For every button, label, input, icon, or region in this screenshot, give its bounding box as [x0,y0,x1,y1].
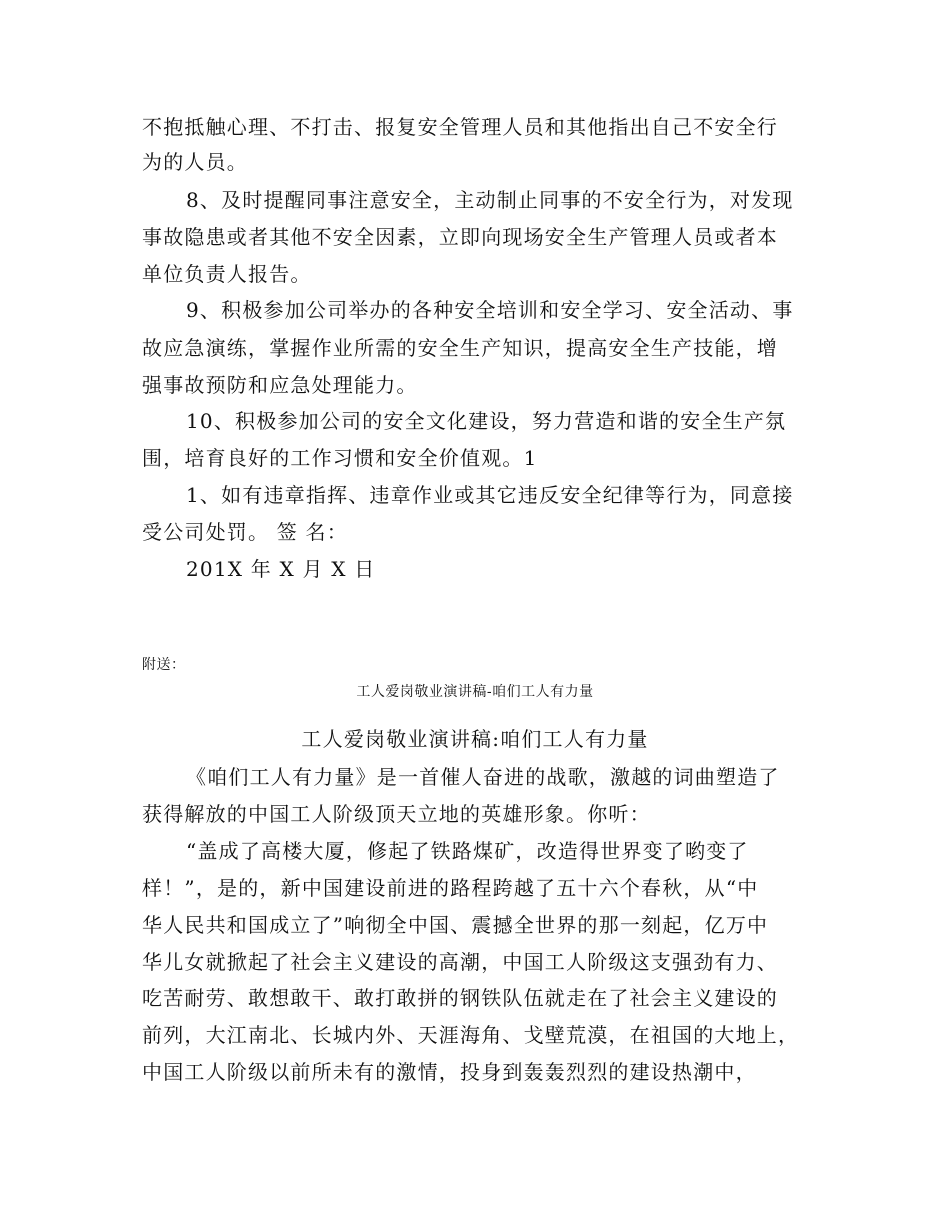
text-line: 事故隐患或者其他不安全因素，立即向现场安全生产管理人员或者本 [142,225,778,249]
date-line: 201X 年 X 月 X 日 [186,557,376,581]
text-line: 为的人员。 [142,150,248,174]
text-line: 10、积极参加公司的安全文化建设，努力营造和谐的安全生产氛 [186,409,787,433]
text-line: 单位负责人报告。 [142,262,312,286]
text-line: 中国工人阶级以前所未有的激情，投身到轰轰烈烈的建设热潮中， [142,1060,757,1084]
text-line: 强事故预防和应急处理能力。 [142,373,418,397]
text-line: 前列，大江南北、长城内外、天涯海角、戈壁荒漠，在祖国的大地上， [142,1023,800,1047]
text-line: 围，培育良好的工作习惯和安全价值观。1 [142,446,538,470]
speech-title: 工人爱岗敬业演讲稿:咱们工人有力量 [301,727,649,751]
text-line: 吃苦耐劳、敢想敢干、敢打敢拼的钢铁队伍就走在了社会主义建设的 [142,986,778,1010]
text-line: 华人民共和国成立了”响彻全中国、震撼全世界的那一刻起，亿万中 [142,913,769,937]
text-line: 9、积极参加公司举办的各种安全培训和安全学习、安全活动、事 [186,298,794,322]
text-line: 1、如有违章指挥、违章作业或其它违反安全纪律等行为，同意接 [186,483,794,507]
text-line: 样！”，是的，新中国建设前进的路程跨越了五十六个春秋，从“中 [142,876,759,900]
text-line: 《咱们工人有力量》是一首催人奋进的战歌，激越的词曲塑造了 [186,765,780,789]
text-line: 8、及时提醒同事注意安全，主动制止同事的不安全行为，对发现 [186,188,794,212]
text-line: 故应急演练，掌握作业所需的安全生产知识，提高安全生产技能，增 [142,336,778,360]
text-line: 获得解放的中国工人阶级顶天立地的英雄形象。你听： [142,802,651,826]
appendix-label: 附送： [142,657,186,673]
text-line: “盖成了高楼大厦，修起了铁路煤矿，改造得世界变了哟变了 [186,839,749,863]
appendix-header-title: 工人爱岗敬业演讲稿-咱们工人有力量 [356,684,594,700]
text-line: 华儿女就掀起了社会主义建设的高潮，中国工人阶级这支强劲有力、 [142,950,778,974]
text-line: 受公司处罚。 签 名： [142,520,348,544]
text-line: 不抱抵触心理、不打击、报复安全管理人员和其他指出自己不安全行 [142,115,778,139]
